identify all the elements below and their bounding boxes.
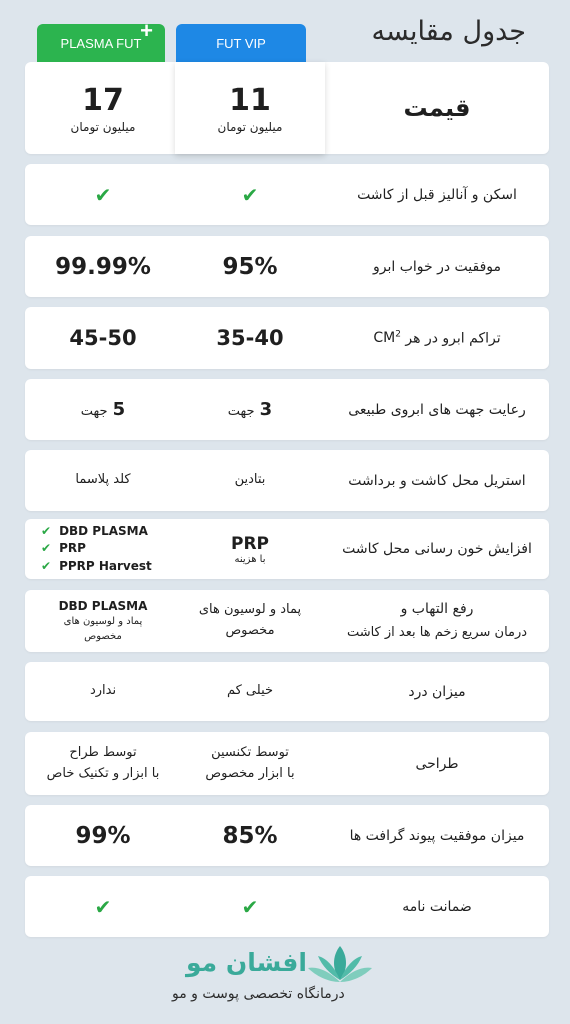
- sterile-row: [25, 450, 549, 511]
- vip-design-line1: توسط تکنسین: [211, 744, 289, 760]
- design-row: [25, 732, 549, 795]
- page-title: جدول مقایسه: [371, 16, 526, 47]
- dormant-row: [25, 236, 549, 297]
- vip-price-value: 11: [229, 82, 271, 118]
- density-label-unit: [373, 330, 401, 346]
- plasma-sterile-value: کلد پلاسما: [75, 472, 131, 488]
- tab-plasma-label: PLASMA FUT: [60, 35, 142, 51]
- tab-vip-label: FUT VIP: [216, 35, 266, 51]
- plasma-healing-title: DBD PLASMA: [58, 598, 148, 613]
- price-label-cell: [325, 62, 549, 154]
- plasma-direction-value: [81, 399, 125, 420]
- tab-plasma-fut-plus[interactable]: [37, 18, 165, 62]
- plasma-price-cell: [33, 62, 173, 154]
- density-row: [25, 307, 549, 369]
- plasma-healing-line1: پماد و لوسیون های: [63, 615, 143, 627]
- brand-subtitle: درمانگاه تخصصی پوست و مو: [172, 986, 345, 1002]
- plasma-price-unit: میلیون تومان: [70, 119, 136, 134]
- check-icon: ✔: [41, 541, 52, 556]
- plasma-design-line1: توسط طراح: [69, 744, 137, 760]
- vip-sterile-value: بتادین: [234, 472, 266, 488]
- plasma-design-line2: با ابزار و تکنیک خاص: [46, 765, 160, 781]
- density-label: [373, 330, 500, 347]
- brand-name: افشان مو: [186, 948, 307, 977]
- check-icon: ✔: [241, 182, 259, 207]
- pain-label: میزان درد: [408, 683, 466, 700]
- list-item: [41, 523, 152, 540]
- plus-icon: +: [140, 18, 153, 43]
- price-label: قیمت: [403, 94, 471, 122]
- vip-pain-value: خیلی کم: [226, 683, 274, 699]
- graft-label: میزان موفقیت پیوند گرافت ها: [349, 827, 525, 844]
- cm-unit: CM: [373, 330, 396, 347]
- vip-direction-word: جهت: [227, 404, 255, 419]
- pain-row: [25, 662, 549, 721]
- plasma-blood-item: DBD PLASMA: [59, 523, 148, 538]
- graft-row: [25, 805, 549, 866]
- scan-label: اسکن و آنالیز قبل از کاشت: [357, 186, 517, 203]
- plasma-graft-value: 99%: [75, 822, 131, 849]
- warranty-row: [25, 876, 549, 937]
- healing-label-line1: رفع التهاب و: [400, 601, 474, 618]
- density-label-text: تراکم ابرو در هر: [405, 330, 501, 347]
- sterile-label: استریل محل کاشت و برداشت: [348, 472, 526, 489]
- scan-row: [25, 164, 549, 225]
- plasma-density-value: 45-50: [69, 326, 137, 350]
- plasma-price-value: 17: [82, 82, 124, 118]
- plasma-blood-item: PPRP Harvest: [59, 558, 152, 573]
- healing-row: [25, 590, 549, 652]
- direction-row: [25, 379, 549, 440]
- check-icon: ✔: [41, 523, 52, 538]
- warranty-label: ضمانت نامه: [402, 898, 472, 915]
- check-icon: ✔: [94, 894, 112, 919]
- vip-design-line2: با ابزار مخصوص: [205, 765, 295, 781]
- vip-healing-line1: پماد و لوسیون های: [198, 602, 302, 618]
- check-icon: ✔: [94, 182, 112, 207]
- tab-fut-vip[interactable]: [176, 24, 306, 62]
- vip-blood-value: PRP: [230, 533, 269, 554]
- vip-density-value: 35-40: [216, 326, 284, 350]
- vip-graft-value: 85%: [222, 822, 278, 849]
- lotus-icon: [300, 942, 380, 990]
- plasma-direction-word: جهت: [80, 404, 108, 419]
- design-label: طراحی: [415, 755, 459, 772]
- blood-label: افزایش خون رسانی محل کاشت: [342, 541, 532, 557]
- list-item: [41, 558, 152, 575]
- vip-price-unit: میلیون تومان: [217, 119, 283, 134]
- cm-sup: 2: [395, 329, 401, 340]
- check-icon: ✔: [241, 894, 259, 919]
- vip-direction-value: [228, 399, 272, 420]
- plasma-direction-num: 5: [112, 399, 126, 420]
- vip-price-cell: [175, 62, 325, 154]
- list-item: [41, 540, 152, 557]
- vip-direction-num: 3: [259, 399, 273, 420]
- blood-row: [25, 519, 549, 579]
- healing-label-line2: درمان سریع زخم ها بعد از کاشت: [346, 624, 528, 640]
- price-row: [25, 62, 549, 154]
- vip-blood-sub: با هزینه: [234, 553, 266, 565]
- dormant-label: موفقیت در خواب ابرو: [372, 258, 502, 275]
- vip-healing-line2: مخصوص: [225, 623, 275, 638]
- direction-label: رعایت جهت های ابروی طبیعی: [348, 401, 526, 418]
- plasma-dormant-value: 99.99%: [55, 253, 151, 280]
- brand-footer: [0, 940, 570, 1024]
- plasma-blood-item: PRP: [59, 541, 86, 556]
- plasma-healing-line2: مخصوص: [84, 630, 122, 642]
- plasma-pain-value: ندارد: [89, 683, 117, 699]
- plasma-blood-list: [41, 523, 152, 575]
- check-icon: ✔: [41, 558, 52, 573]
- vip-dormant-value: 95%: [222, 253, 278, 280]
